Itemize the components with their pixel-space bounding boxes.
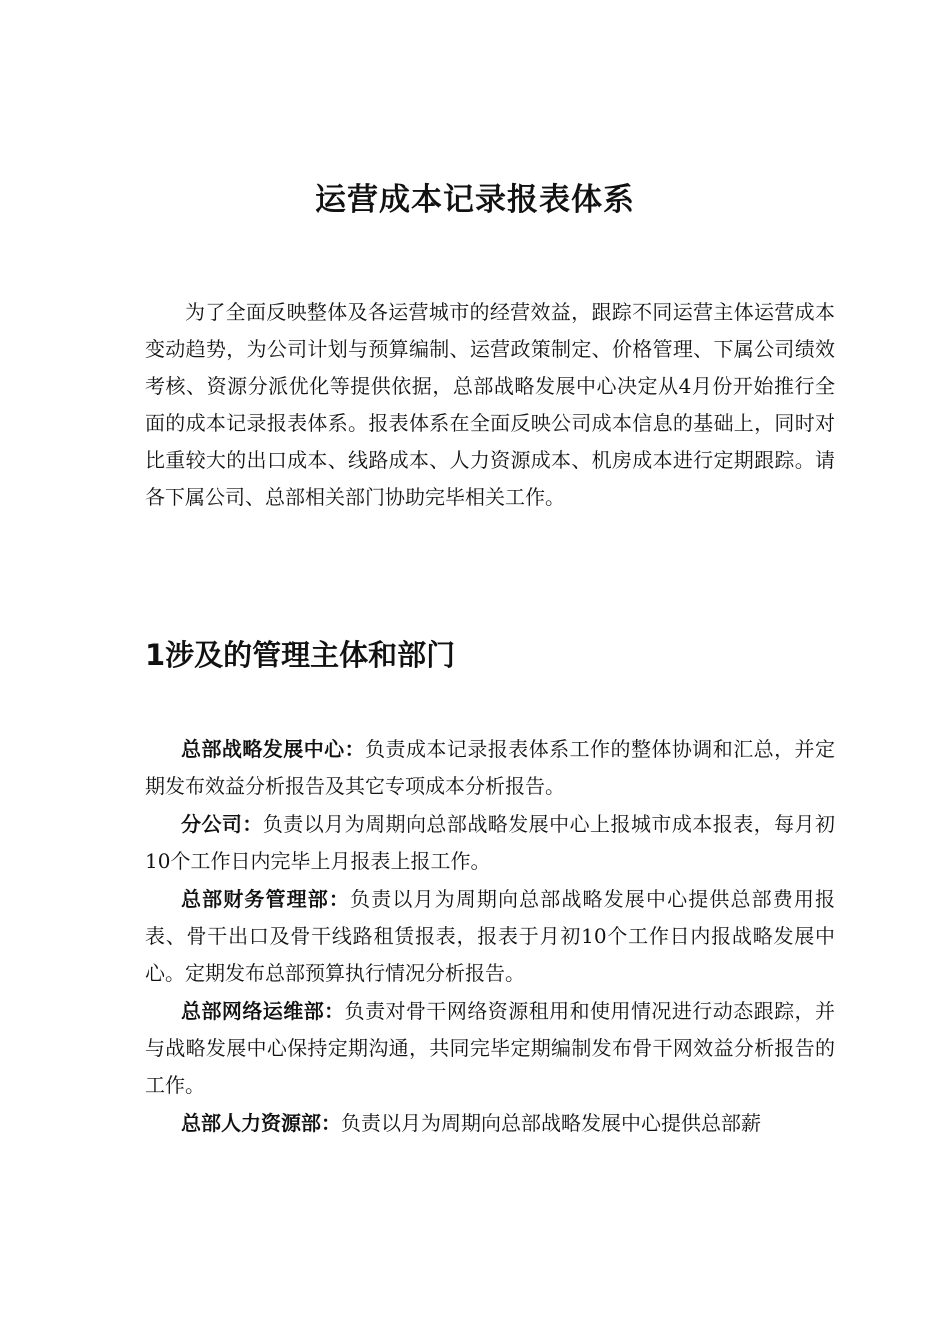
department-item-hr [145, 1105, 835, 1142]
department-name: 总部网络运维部： [181, 999, 345, 1023]
department-name: 总部财务管理部： [181, 887, 351, 911]
department-description: 负责以月为周期向总部战略发展中心上报城市成本报表，每月初10个工作日内完毕上月报表上报工作。 [145, 812, 836, 873]
intro-paragraph: 为了全面反映整体及各运营城市的经营效益，跟踪不同运营主体运营成本变动趋势，为公司计划与预算编制、运营政策制定、价格管理、下属公司绩效考核、资源分派优化等提供依据，总部战略发展中心决定从4月份开始推行全面的成本记录报表体系。报表体系在全面反映公司成本信息的基础上，同时对比重较大的出口成本、线路成本、人力资源成本、机房成本进行定期跟踪。请各下属公司、总部相关部门协助完毕相关工作。 [145, 300, 835, 509]
department-description: 负责成本记录报表体系工作的整体协调和汇总，并定期发布效益分析报告及其它专项成本分析报告。 [145, 737, 836, 798]
department-item-finance [145, 881, 835, 992]
department-description: 负责对骨干网络资源租用和使用情况进行动态跟踪，并与战略发展中心保持定期沟通，共同完毕定期编制发布骨干网效益分析报告的工作。 [145, 999, 836, 1097]
department-item-network-ops [145, 993, 835, 1104]
section-heading: 1涉及的管理主体和部门 [145, 638, 456, 672]
document-title: 运营成本记录报表体系 [315, 182, 635, 218]
department-item-strategy-center [145, 731, 835, 805]
department-item-branch [145, 806, 835, 880]
department-name: 总部人力资源部： [181, 1111, 341, 1135]
department-name: 分公司： [181, 812, 263, 836]
department-description: 负责以月为周期向总部战略发展中心提供总部薪 [341, 1111, 761, 1135]
department-name: 总部战略发展中心： [181, 737, 366, 761]
department-list [145, 731, 835, 1143]
department-description: 负责以月为周期向总部战略发展中心提供总部费用报表、骨干出口及骨干线路租赁报表，报表于月初10个工作日内报战略发展中心。定期发布总部预算执行情况分析报告。 [145, 887, 836, 985]
